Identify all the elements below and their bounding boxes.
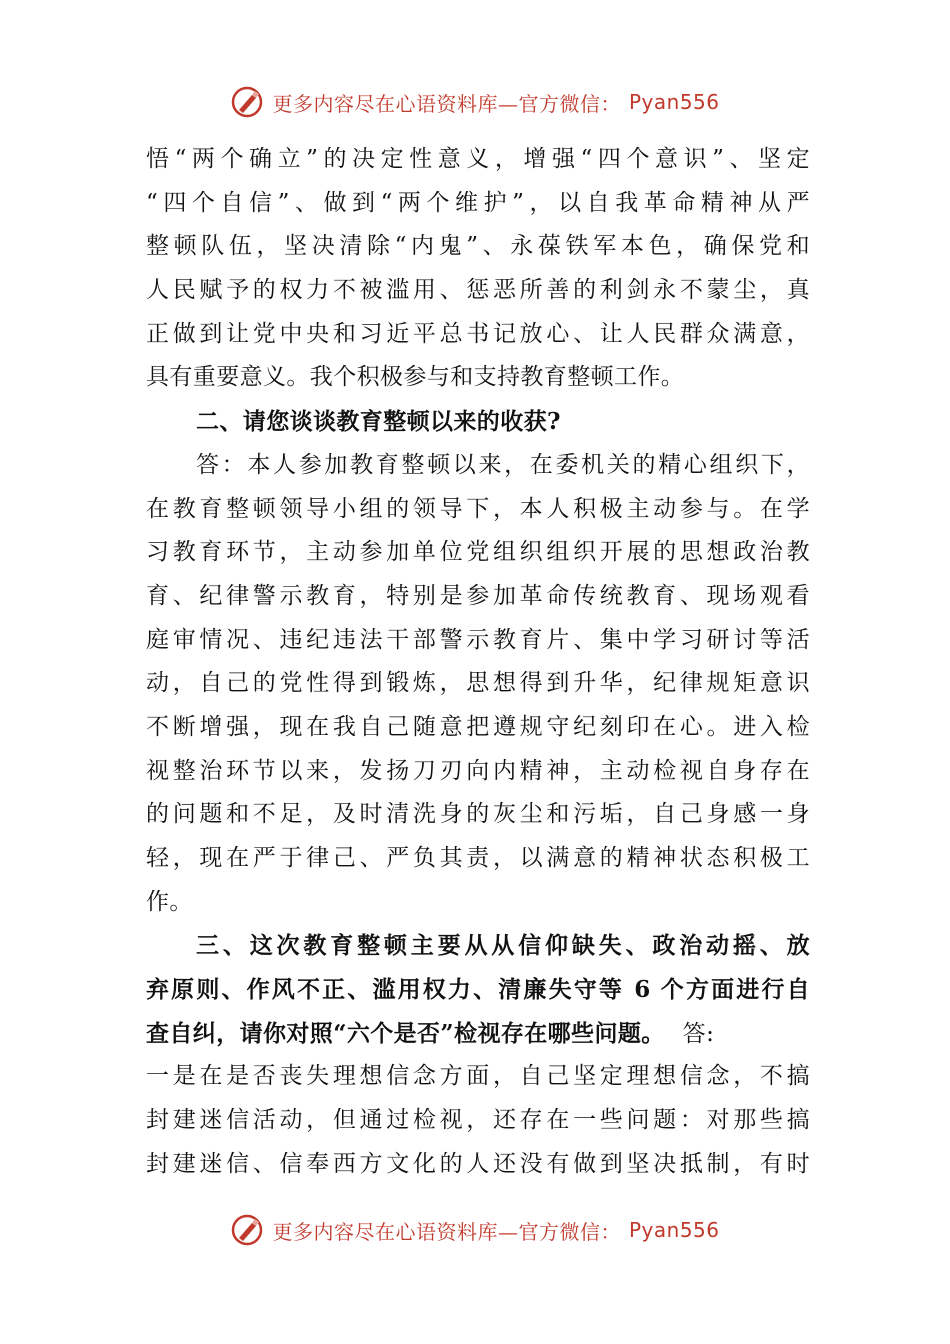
text-line: 悟“两个确立”的决定性意义，增强“四个意识”、坚定 xyxy=(146,146,810,172)
watermark-footer xyxy=(0,1210,950,1250)
pen-circle-logo-icon xyxy=(230,1213,264,1247)
text-line: 人民赋予的权力不被滥用、惩恶所善的利剑永不蒙尘，真 xyxy=(146,277,810,304)
text-line: “四个自信”、做到“两个维护”，以自我革命精神从严 xyxy=(146,189,810,216)
text-line xyxy=(146,1012,810,1056)
text-line: 答：本人参加教育整顿以来，在委机关的精心组织下， xyxy=(196,451,810,478)
watermark-account: Pyan556 xyxy=(628,1218,720,1242)
document-body xyxy=(146,138,810,1187)
text-line: 二、请您谈谈教育整顿以来的收获? xyxy=(196,408,561,436)
watermark-account: Pyan556 xyxy=(628,90,720,114)
text-line: 动，自己的党性得到锻炼，思想得到升华，纪律规矩意识 xyxy=(146,670,810,697)
text-line: 在教育整顿领导小组的领导下，本人积极主动参与。在学 xyxy=(146,495,810,522)
watermark-header xyxy=(0,82,950,122)
text-line: 育、纪律警示教育，特别是参加革命传统教育、现场观看 xyxy=(146,582,810,609)
text-line: 作。 xyxy=(146,888,193,915)
text-line: 的问题和不足，及时清洗身的灰尘和污垢，自己身感一身 xyxy=(146,801,810,828)
text-line: 具有重要意义。我个积极参与和支持教育整顿工作。 xyxy=(146,364,685,391)
text-line-main: 查自纠，请你对照“六个是否”检视存在哪些问题。 xyxy=(146,1019,665,1047)
text-line: 不断增强，现在我自己随意把遵规守纪刻印在心。进入检 xyxy=(146,713,810,740)
text-line: 习教育环节，主动参加单位党组织组织开展的思想政治教 xyxy=(146,539,810,566)
text-line: 庭审情况、违纪违法干部警示教育片、集中学习研讨等活 xyxy=(146,626,810,653)
watermark-text: 更多内容尽在心语资料库—官方微信： xyxy=(272,1219,621,1244)
text-line: 正做到让党中央和习近平总书记放心、让人民群众满意， xyxy=(146,320,810,347)
watermark-text: 更多内容尽在心语资料库—官方微信： xyxy=(272,91,621,116)
text-line: 整顿队伍，坚决清除“内鬼”、永葆铁军本色，确保党和 xyxy=(146,233,810,260)
text-line: 封建迷信、信奉西方文化的人还没有做到坚决抵制，有时 xyxy=(146,1150,810,1177)
text-line: 一是在是否丧失理想信念方面，自己坚定理想信念，不搞 xyxy=(146,1063,810,1090)
text-line: 轻，现在严于律己、严负其责，以满意的精神状态积极工 xyxy=(146,845,810,871)
text-line: 视整治环节以来，发扬刀刃向内精神，主动检视自身存在 xyxy=(146,757,810,784)
text-line: 封建迷信活动，但通过检视，还存在一些问题：对那些搞 xyxy=(146,1107,810,1134)
pen-circle-logo-icon xyxy=(230,85,264,119)
text-line: 弃原则、作风不正、滥用权力、清廉失守等 6 个方面进行自 xyxy=(146,976,810,1004)
text-line: 三、这次教育整顿主要从从信仰缺失、政治动摇、放 xyxy=(196,932,810,960)
answer-label: 答: xyxy=(682,1020,715,1047)
